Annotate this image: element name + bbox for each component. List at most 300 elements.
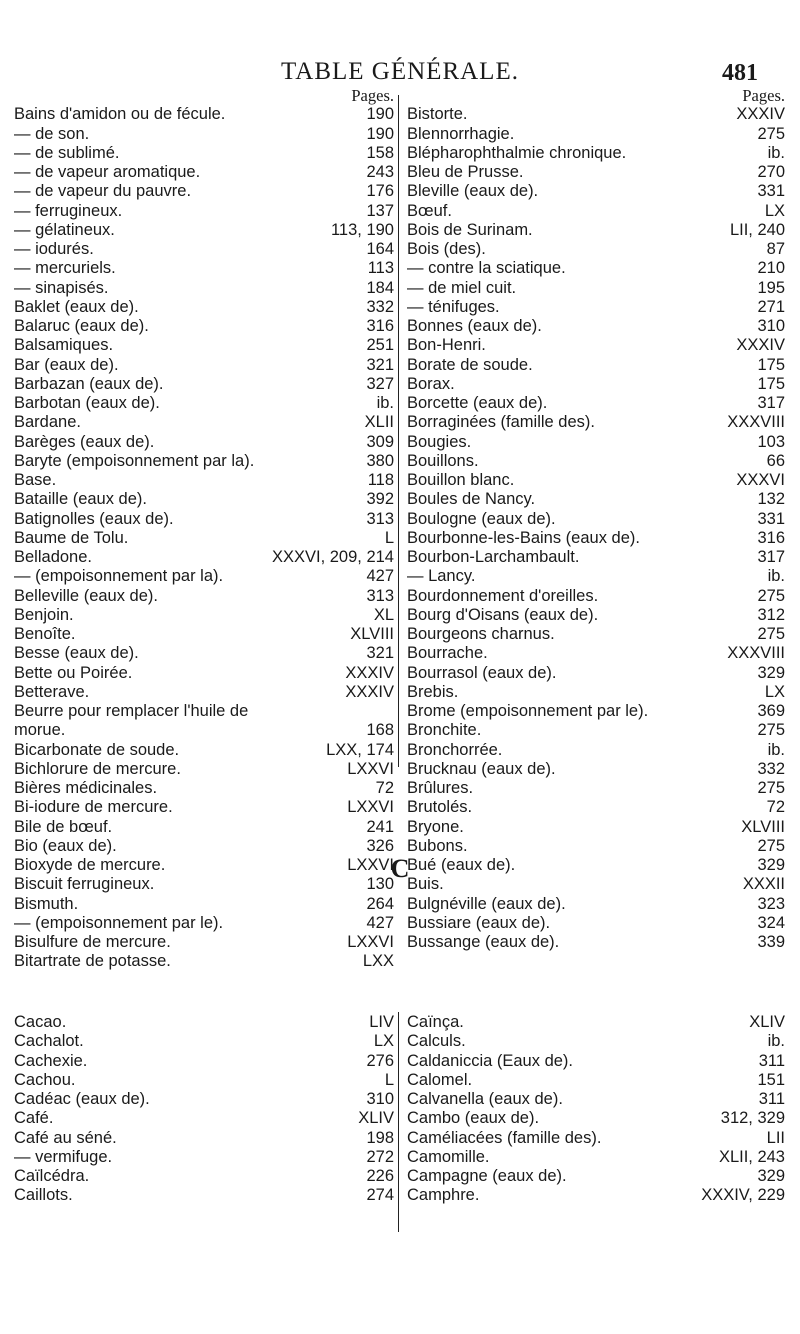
index-entry xyxy=(407,760,785,779)
entry-term: Caïnça. xyxy=(407,1013,464,1031)
entry-pages: 326 xyxy=(366,836,394,855)
index-entry xyxy=(407,1013,785,1032)
entry-term: Bleville (eaux de). xyxy=(407,182,539,201)
index-entry xyxy=(14,105,394,124)
index-entry xyxy=(14,375,394,394)
entry-pages: 271 xyxy=(757,297,785,316)
entry-pages: 210 xyxy=(757,259,785,278)
entry-pages: 316 xyxy=(366,317,394,335)
entry-pages: 329 xyxy=(757,1167,785,1185)
index-entry xyxy=(407,818,785,837)
entry-pages: 274 xyxy=(366,1186,394,1205)
entry-term: Boulogne (eaux de). xyxy=(407,509,556,528)
entry-term: — Lancy. xyxy=(407,567,476,586)
index-entry xyxy=(14,741,394,760)
index-entry xyxy=(407,741,785,760)
entry-term: Bières médicinales. xyxy=(14,779,158,797)
entry-term: Bourbon-Larchambault. xyxy=(407,548,580,566)
entry-pages: 241 xyxy=(366,817,394,836)
index-entry xyxy=(14,1052,394,1071)
entry-pages: 316 xyxy=(757,528,785,547)
entry-term: Bourrache. xyxy=(407,644,488,663)
entry-pages: 113, 190 xyxy=(330,220,394,239)
entry-pages: 158 xyxy=(366,143,394,162)
entry-term: Belladone. xyxy=(14,548,92,566)
entry-pages: 275 xyxy=(757,124,785,143)
index-entry xyxy=(407,510,785,529)
entry-pages: LXXVI xyxy=(347,798,394,817)
index-entry xyxy=(14,490,394,509)
index-entry xyxy=(14,125,394,144)
index-entry xyxy=(407,548,785,567)
index-entry xyxy=(407,375,785,394)
entry-term: Cachexie. xyxy=(14,1051,88,1070)
index-entry xyxy=(14,1071,394,1090)
entry-pages: 118 xyxy=(367,471,394,489)
entry-pages: XLVIII xyxy=(350,625,394,643)
index-entry xyxy=(407,664,785,683)
entry-term: Bleu de Prusse. xyxy=(407,163,524,181)
entry-term: — de miel cuit. xyxy=(407,278,517,297)
page-number: 481 xyxy=(722,60,758,86)
entry-pages: LX xyxy=(764,682,785,701)
index-entry xyxy=(407,606,785,625)
entry-term: Bronchorrée. xyxy=(407,740,503,759)
entry-pages: 132 xyxy=(757,490,785,509)
entry-pages: 275 xyxy=(757,721,785,740)
entry-term: Blépharophthalmie chronique. xyxy=(407,143,627,162)
index-entry xyxy=(407,298,785,317)
entry-pages: ib. xyxy=(767,567,785,586)
index-entry xyxy=(14,259,394,278)
index-entry xyxy=(14,606,394,625)
entry-pages: 311 xyxy=(758,1090,785,1108)
entry-term: Bichlorure de mercure. xyxy=(14,759,181,778)
entry-term: — (empoisonnement par le). xyxy=(14,913,224,932)
entry-term: Baklet (eaux de). xyxy=(14,297,139,316)
index-column-b-right xyxy=(407,86,785,952)
entry-pages: L xyxy=(384,1070,394,1089)
entry-pages: 175 xyxy=(757,374,785,393)
index-entry xyxy=(407,625,785,644)
entry-pages: 195 xyxy=(757,278,785,297)
entry-pages: XXXII xyxy=(742,875,785,894)
entry-term: Bile de bœuf. xyxy=(14,817,113,836)
entry-pages: ib. xyxy=(767,740,785,759)
index-entry xyxy=(14,702,394,721)
entry-pages: LX xyxy=(373,1032,394,1051)
entry-term: — de son. xyxy=(14,124,90,143)
index-entry xyxy=(407,1148,785,1167)
index-entry xyxy=(14,433,394,452)
entry-term: Borcette (eaux de). xyxy=(407,394,548,412)
entry-term: Brebis. xyxy=(407,682,459,701)
entry-pages: 321 xyxy=(366,644,394,663)
entry-pages: ib. xyxy=(767,1032,785,1051)
entry-term: Beurre pour remplacer l'huile de xyxy=(14,702,249,720)
index-entry xyxy=(14,510,394,529)
entry-pages: 323 xyxy=(757,894,785,913)
pages-heading: Pages. xyxy=(742,86,785,105)
entry-pages: LII xyxy=(766,1128,785,1147)
entry-term: Bistorte. xyxy=(407,105,468,124)
index-entry xyxy=(14,471,394,490)
index-entry xyxy=(14,317,394,336)
index-entry xyxy=(407,144,785,163)
entry-pages: 332 xyxy=(757,759,785,778)
entry-term: Bourdonnement d'oreilles. xyxy=(407,586,599,605)
index-entry xyxy=(14,452,394,471)
entry-term: Bussange (eaux de). xyxy=(407,933,560,951)
entry-term: Bismuth. xyxy=(14,894,79,913)
entry-term: — (empoisonnement par la). xyxy=(14,567,224,586)
entry-term: Bronchite. xyxy=(407,721,482,740)
entry-pages: 190 xyxy=(366,105,394,124)
entry-pages: 310 xyxy=(366,1090,394,1108)
entry-pages: XXXVI xyxy=(736,471,785,489)
entry-term: Cachalot. xyxy=(14,1032,84,1051)
entry-term: Belleville (eaux de). xyxy=(14,586,158,605)
entry-term: Betterave. xyxy=(14,682,90,701)
index-entry xyxy=(14,798,394,817)
index-entry xyxy=(14,1148,394,1167)
index-entry xyxy=(407,336,785,355)
entry-term: Brutolés. xyxy=(407,798,473,817)
entry-pages: 329 xyxy=(757,856,785,874)
entry-term: Café au séné. xyxy=(14,1128,117,1147)
index-entry xyxy=(14,1090,394,1109)
entry-term: Campagne (eaux de). xyxy=(407,1167,567,1185)
entry-pages: 329 xyxy=(757,663,785,682)
entry-term: Bataille (eaux de). xyxy=(14,490,147,509)
index-entry xyxy=(407,587,785,606)
entry-term: Base. xyxy=(14,471,57,489)
index-entry xyxy=(407,317,785,336)
entry-pages: 275 xyxy=(757,586,785,605)
entry-pages: LXXVI xyxy=(347,759,394,778)
column-heading xyxy=(14,86,394,105)
entry-term: Biscuit ferrugineux. xyxy=(14,875,155,894)
running-title: TABLE GÉNÉRALE. xyxy=(281,58,519,85)
index-entry xyxy=(407,221,785,240)
entry-pages: 311 xyxy=(758,1051,785,1070)
entry-term: Boules de Nancy. xyxy=(407,490,536,509)
entry-pages: LXX, 174 xyxy=(326,740,394,759)
entry-term: Batignolles (eaux de). xyxy=(14,509,174,528)
index-entry xyxy=(407,163,785,182)
index-entry xyxy=(407,125,785,144)
entry-pages: 312 xyxy=(757,605,785,624)
index-entry xyxy=(407,779,785,798)
index-entry xyxy=(14,163,394,182)
entry-pages: 317 xyxy=(757,548,785,566)
entry-pages: 264 xyxy=(366,894,394,913)
entry-term: Bouillons. xyxy=(407,451,479,470)
index-entry xyxy=(407,394,785,413)
entry-term: — vermifuge. xyxy=(14,1147,113,1166)
entry-pages: 275 xyxy=(757,779,785,797)
entry-pages: 310 xyxy=(757,317,785,335)
index-entry xyxy=(407,1071,785,1090)
entry-pages: 164 xyxy=(366,240,394,258)
entry-pages: 72 xyxy=(375,779,394,797)
entry-pages: LII, 240 xyxy=(729,220,785,239)
entry-pages: XXXIV xyxy=(345,663,394,682)
index-entry xyxy=(14,1186,394,1205)
entry-pages: 317 xyxy=(757,394,785,412)
index-entry xyxy=(407,914,785,933)
entry-pages: 66 xyxy=(766,451,785,470)
entry-term: Bois de Surinam. xyxy=(407,220,533,239)
entry-term: Bué (eaux de). xyxy=(407,856,516,874)
entry-term: Blennorrhagie. xyxy=(407,124,515,143)
index-entry xyxy=(14,933,394,952)
index-entry xyxy=(407,279,785,298)
index-entry xyxy=(407,490,785,509)
entry-term: Caillots. xyxy=(14,1186,73,1205)
index-entry xyxy=(407,1052,785,1071)
index-entry xyxy=(14,1129,394,1148)
index-entry xyxy=(407,182,785,201)
entry-pages: 327 xyxy=(366,374,394,393)
entry-term: Cachou. xyxy=(14,1070,76,1089)
index-entry xyxy=(407,259,785,278)
entry-term: Caméliacées (famille des). xyxy=(407,1128,602,1147)
index-entry xyxy=(407,433,785,452)
entry-term: — de vapeur du pauvre. xyxy=(14,182,192,201)
entry-term: — de sublimé. xyxy=(14,143,120,162)
entry-term: Besse (eaux de). xyxy=(14,644,139,663)
entry-term: — gélatineux. xyxy=(14,220,115,239)
entry-term: Calculs. xyxy=(407,1032,466,1051)
entry-term: Bonnes (eaux de). xyxy=(407,317,542,335)
entry-pages: 270 xyxy=(757,163,785,181)
entry-pages: 313 xyxy=(366,586,394,605)
index-entry xyxy=(14,664,394,683)
entry-term: Calomel. xyxy=(407,1070,473,1089)
entry-pages: 151 xyxy=(757,1070,785,1089)
entry-term: Caïlcédra. xyxy=(14,1167,90,1185)
column-divider xyxy=(398,1012,399,1232)
column-heading xyxy=(407,86,785,105)
index-entry xyxy=(14,1167,394,1186)
section-letter: C xyxy=(390,854,410,883)
entry-pages: 130 xyxy=(366,875,394,894)
entry-pages: 276 xyxy=(366,1051,394,1070)
entry-term: Bois (des). xyxy=(407,240,486,258)
index-entry xyxy=(407,1032,785,1051)
index-entry xyxy=(407,895,785,914)
entry-term: Bicarbonate de soude. xyxy=(14,740,180,759)
entry-term: Bi-iodure de mercure. xyxy=(14,798,173,817)
index-entry xyxy=(14,144,394,163)
index-entry xyxy=(14,413,394,432)
entry-pages: XXXVIII xyxy=(727,413,785,432)
entry-pages: 331 xyxy=(757,509,785,528)
entry-term: Borate de soude. xyxy=(407,355,533,374)
index-entry xyxy=(14,394,394,413)
entry-term: Bette ou Poirée. xyxy=(14,663,133,682)
index-entry xyxy=(14,1109,394,1128)
entry-pages: 380 xyxy=(366,451,394,470)
entry-pages: 272 xyxy=(366,1147,394,1166)
entry-term: Bouillon blanc. xyxy=(407,471,515,489)
index-entry xyxy=(407,683,785,702)
entry-pages: LXX xyxy=(362,952,394,971)
entry-pages: XXXVIII xyxy=(727,644,785,663)
entry-term: Bourbonne-les-Bains (eaux de). xyxy=(407,528,640,547)
entry-pages: 175 xyxy=(757,355,785,374)
entry-term: Calvanella (eaux de). xyxy=(407,1090,563,1108)
entry-pages: 331 xyxy=(757,182,785,201)
index-entry xyxy=(14,818,394,837)
index-entry xyxy=(14,1032,394,1051)
index-entry xyxy=(407,529,785,548)
entry-term: Baryte (empoisonnement par la). xyxy=(14,451,255,470)
index-entry xyxy=(14,356,394,375)
entry-pages: 72 xyxy=(766,798,785,817)
entry-term: Bardane. xyxy=(14,413,81,432)
entry-pages: 312, 329 xyxy=(720,1109,785,1128)
entry-term: Caldaniccia (Eaux de). xyxy=(407,1051,573,1070)
index-entry xyxy=(14,760,394,779)
entry-term: Bourg d'Oisans (eaux de). xyxy=(407,605,599,624)
entry-term: Bourrasol (eaux de). xyxy=(407,663,557,682)
index-entry xyxy=(14,914,394,933)
entry-term: Benjoin. xyxy=(14,605,74,624)
entry-pages: 332 xyxy=(366,297,394,316)
index-entry xyxy=(407,1090,785,1109)
entry-pages: LX xyxy=(764,201,785,220)
entry-term: Brucknau (eaux de). xyxy=(407,759,556,778)
entry-pages: 369 xyxy=(757,702,785,720)
index-entry xyxy=(14,548,394,567)
entry-pages: XXXIV xyxy=(345,682,394,701)
entry-term: Bisulfure de mercure. xyxy=(14,933,171,951)
entry-term: Balsamiques. xyxy=(14,336,114,355)
entry-pages: XXXIV xyxy=(736,336,785,355)
entry-pages: L xyxy=(384,528,394,547)
entry-pages: 324 xyxy=(757,913,785,932)
entry-pages: XXXVI, 209, 214 xyxy=(271,548,394,566)
entry-term: Bioxyde de mercure. xyxy=(14,856,166,874)
column-divider xyxy=(398,95,399,767)
index-entry xyxy=(407,1186,785,1205)
entry-term: Balaruc (eaux de). xyxy=(14,317,149,335)
index-entry xyxy=(14,1013,394,1032)
entry-pages: 321 xyxy=(366,355,394,374)
entry-term: Bulgnéville (eaux de). xyxy=(407,894,566,913)
index-entry xyxy=(14,952,394,971)
entry-term: Camphre. xyxy=(407,1186,480,1205)
entry-term: Brome (empoisonnement par le). xyxy=(407,702,649,720)
entry-term: — sinapisés. xyxy=(14,278,109,297)
entry-pages: 190 xyxy=(366,124,394,143)
index-entry xyxy=(14,279,394,298)
entry-term: Bougies. xyxy=(407,432,472,451)
entry-term: — de vapeur aromatique. xyxy=(14,163,201,181)
index-column-b-left xyxy=(14,86,394,972)
entry-term: Bar (eaux de). xyxy=(14,355,119,374)
entry-pages: LIV xyxy=(369,1013,394,1031)
index-entry xyxy=(14,587,394,606)
entry-pages: 176 xyxy=(366,182,394,201)
index-entry xyxy=(14,567,394,586)
index-entry xyxy=(14,683,394,702)
entry-pages: 226 xyxy=(366,1167,394,1185)
entry-pages: ib. xyxy=(767,143,785,162)
entry-pages: 137 xyxy=(366,201,394,220)
index-column-c-left xyxy=(14,1013,394,1206)
entry-pages: 243 xyxy=(366,163,394,181)
entry-term: morue. xyxy=(14,721,66,740)
entry-term: Cambo (eaux de). xyxy=(407,1109,540,1128)
entry-term: — mercuriels. xyxy=(14,259,116,278)
entry-term: Cacao. xyxy=(14,1013,67,1031)
entry-term: Benoîte. xyxy=(14,625,76,643)
entry-term: Borraginées (famille des). xyxy=(407,413,595,432)
index-entry xyxy=(14,336,394,355)
index-entry xyxy=(14,779,394,798)
pages-heading: Pages. xyxy=(351,86,394,105)
entry-term: Borax. xyxy=(407,374,455,393)
entry-pages: 275 xyxy=(757,836,785,855)
entry-term: Baume de Tolu. xyxy=(14,528,129,547)
entry-pages: 184 xyxy=(366,278,394,297)
entry-term: Cadéac (eaux de). xyxy=(14,1090,150,1108)
index-entry xyxy=(14,529,394,548)
index-column-c-right xyxy=(407,1013,785,1206)
index-entry xyxy=(407,356,785,375)
entry-pages: 339 xyxy=(757,933,785,951)
entry-term: Barbazan (eaux de). xyxy=(14,374,164,393)
index-entry xyxy=(407,452,785,471)
entry-pages: 87 xyxy=(766,240,785,258)
index-entry xyxy=(14,182,394,201)
index-entry xyxy=(407,798,785,817)
entry-term: Camomille. xyxy=(407,1147,490,1166)
entry-term: Bitartrate de potasse. xyxy=(14,952,171,971)
entry-term: Bubons. xyxy=(407,836,468,855)
entry-term: Bussiare (eaux de). xyxy=(407,913,551,932)
index-entry xyxy=(14,644,394,663)
index-entry xyxy=(407,721,785,740)
index-entry xyxy=(14,221,394,240)
entry-pages: XLII xyxy=(364,413,394,432)
entry-term: — ferrugineux. xyxy=(14,201,123,220)
entry-term: Barbotan (eaux de). xyxy=(14,394,160,412)
index-entry xyxy=(14,895,394,914)
entry-term: — iodurés. xyxy=(14,240,94,258)
entry-pages: XLIV xyxy=(749,1013,785,1031)
entry-term: Brûlures. xyxy=(407,779,474,797)
index-entry xyxy=(14,240,394,259)
entry-term: Buis. xyxy=(407,875,444,894)
index-entry xyxy=(407,471,785,490)
entry-pages: 309 xyxy=(366,432,394,451)
entry-term: Barèges (eaux de). xyxy=(14,432,155,451)
index-entry xyxy=(407,702,785,721)
entry-term: Bains d'amidon ou de fécule. xyxy=(14,105,226,124)
entry-pages: LXXVI xyxy=(347,933,394,951)
entry-pages: 313 xyxy=(366,509,394,528)
entry-pages: XLVIII xyxy=(741,817,785,836)
entry-pages: 198 xyxy=(366,1128,394,1147)
index-entry xyxy=(407,1109,785,1128)
index-entry xyxy=(407,1167,785,1186)
index-entry xyxy=(407,567,785,586)
entry-term: Bryone. xyxy=(407,817,464,836)
